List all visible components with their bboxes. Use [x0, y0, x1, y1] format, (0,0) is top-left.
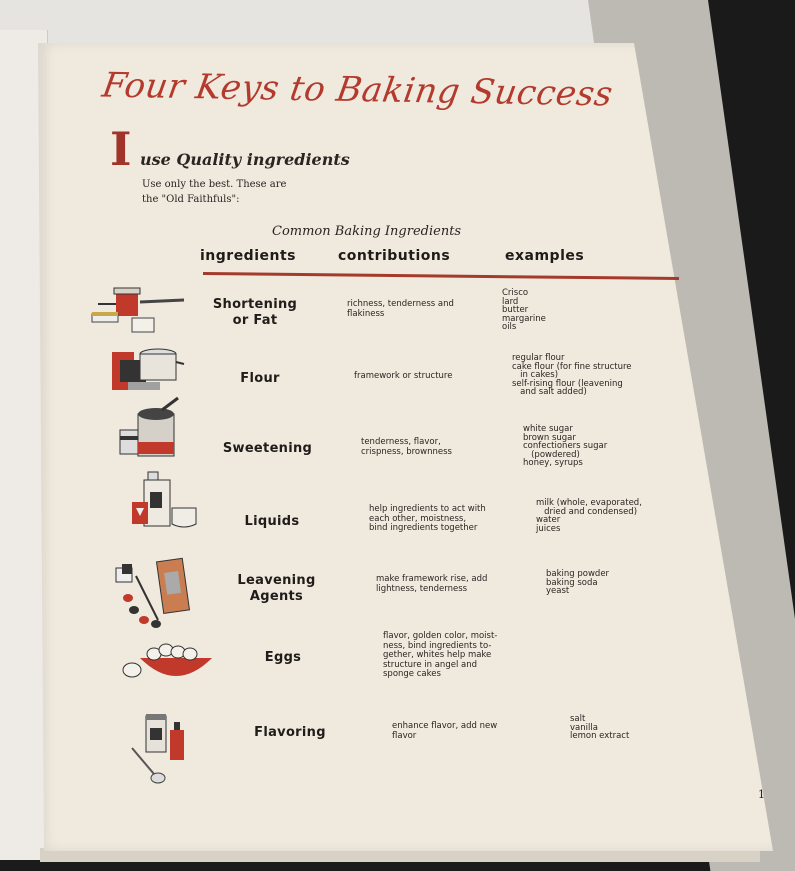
contribution-text: richness, tenderness and flakiness	[347, 299, 454, 319]
contribution-text: enhance flavor, add new flavor	[392, 721, 498, 741]
examples-list: regular flour cake flour (for fine structure in cakes) self-rising flour (leavening and salt added)	[512, 353, 632, 397]
column-header-ingredients: ingredients	[200, 248, 296, 264]
examples-list: Crisco lard butter margarine oils	[502, 288, 546, 332]
flour-sifter-icon	[108, 344, 188, 396]
page-title: Four Keys to Baking Success	[99, 65, 616, 115]
flavoring-bottles-icon	[128, 712, 194, 788]
contribution-text: tenderness, flavor, crispness, brownness	[361, 437, 452, 457]
section-initial: I	[110, 122, 132, 176]
intro-line-2: the "Old Faithfuls":	[142, 194, 240, 205]
ingredient-name: Shortening or Fat	[212, 297, 298, 328]
ingredient-name: Sweetening	[222, 441, 313, 456]
ingredient-name: Eggs	[264, 650, 302, 665]
contribution-text: framework or structure	[354, 371, 453, 381]
contribution-text: make framework rise, add lightness, tenderness	[376, 574, 488, 594]
examples-list: milk (whole, evaporated, dried and condensed) water juices	[536, 498, 642, 534]
milk-bottle-icon	[128, 468, 202, 532]
page-number: 1	[758, 788, 765, 801]
table-caption: Common Baking Ingredients	[272, 224, 462, 239]
examples-list: salt vanilla lemon extract	[570, 714, 630, 741]
ingredient-name: Flavoring	[254, 725, 326, 740]
ingredient-name: Liquids	[244, 514, 300, 529]
examples-list: baking powder baking soda yeast	[546, 569, 610, 596]
column-header-examples: examples	[505, 248, 585, 264]
column-header-contributions: contributions	[338, 248, 451, 264]
section-heading: use Quality ingredients	[140, 150, 350, 169]
saucepan-butter-icon	[88, 282, 188, 334]
contribution-text: help ingredients to act with each other, moistness, bind ingredients together	[369, 504, 486, 533]
contribution-text: flavor, golden color, moist- ness, bind ingredients to- gether, whites help make structure in angel and sponge cakes	[383, 631, 498, 679]
sugar-canister-icon	[116, 396, 188, 458]
examples-list: white sugar brown sugar confectioners sugar (powdered) honey, syrups	[523, 424, 608, 468]
measuring-spoons-icon	[112, 556, 194, 630]
intro-text	[142, 177, 342, 207]
ingredient-name: Leavening Agents	[237, 573, 316, 604]
egg-bowl-icon	[120, 640, 212, 684]
ingredient-name: Flour	[240, 371, 280, 386]
intro-line-1: Use only the best. These are	[142, 179, 287, 190]
